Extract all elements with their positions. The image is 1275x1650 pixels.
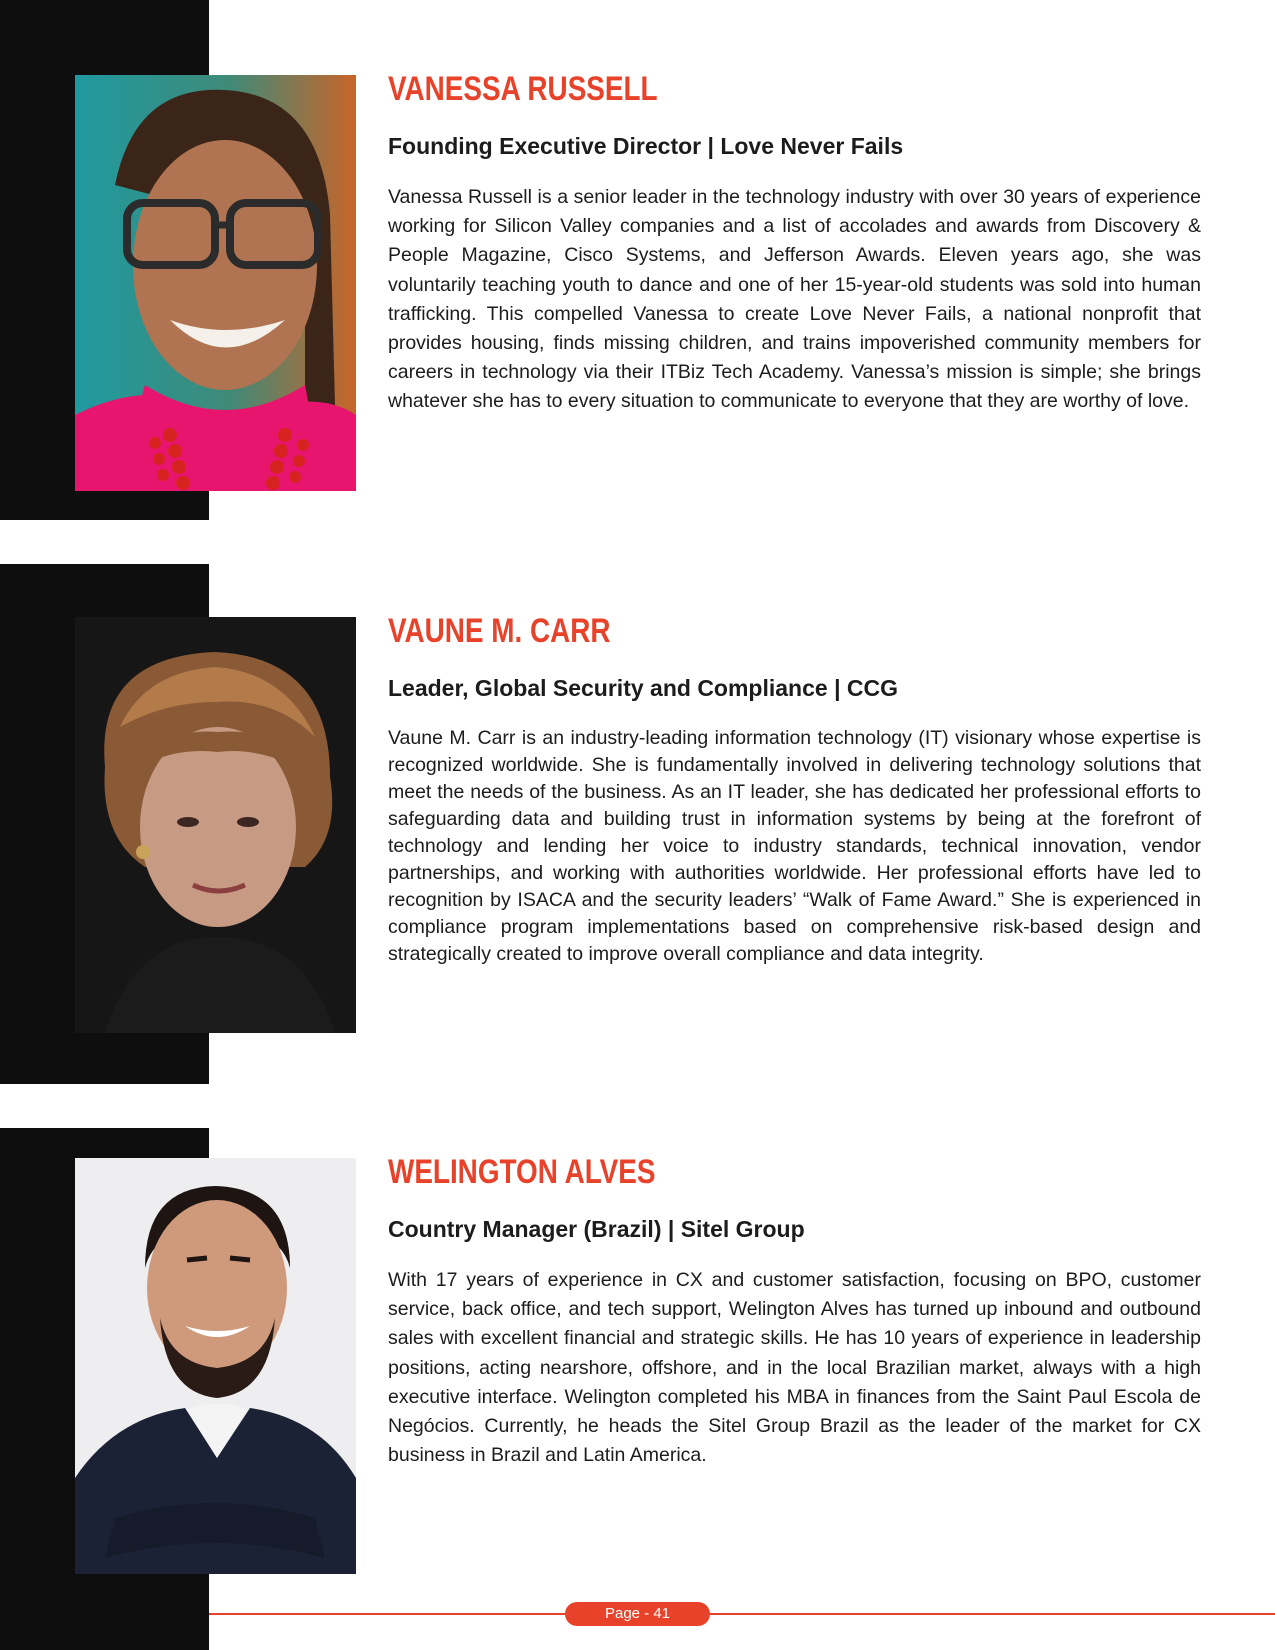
profile-role: Founding Executive Director | Love Never Fails [388,133,904,159]
profile-bio: Vanessa Russell is a senior leader in the technology industry with over 30 years of experience working for Silicon Valley companies and a list of accolades and awards from Discovery & People Magazine, Cisco Systems, and Jefferson Awards. Eleven years ago, she was voluntarily teaching youth to dance and one of her 15-year-old students was sold into human trafficking. This compelled Vanessa to create Love Never Fails, a national nonprofit that provides housing, finds missing children, and trains impoverished community members for careers in technology via their ITBiz Tech Academy. Vanessa’s mission is simple; she brings whatever she has to every situation to communicate to everyone that they are worthy of love. [388,186,1201,413]
profile-name: VANESSA RUSSELL [388,70,658,108]
profile-role: Leader, Global Security and Compliance | CCG [388,675,899,701]
profile-bio: Vaune M. Carr is an industry-leading information technology (IT) visionary whose expertise is recognized worldwide. She is fundamentally involved in delivering technology solutions that meet the needs of the business. As an IT leader, she has dedicated her professional efforts to safeguarding data and building trust in information systems by being at the forefront of technology and lending her voice to industry standards, technical innovation, vendor partnerships, and working with authorities worldwide. Her professional efforts have led to recognition by ISACA and the security leaders’ “Walk of Fame Award.” She is experienced in compliance program implementations based on comprehensive risk-based design and strategically created to improve overall compliance and data integrity. [388,727,1201,965]
profile-name: VAUNE M. CARR [388,612,611,650]
welington-alves-photo [75,1158,356,1574]
vaune-m-carr-photo [75,617,356,1033]
profile-name: WELINGTON ALVES [388,1153,656,1191]
footer-line [209,1613,1275,1615]
profile-role: Country Manager (Brazil) | Sitel Group [388,1216,805,1242]
profile-bio: With 17 years of experience in CX and customer satisfaction, focusing on BPO, customer service, back office, and tech support, Welington Alves has turned up inbound and outbound sales with excellent financial and strategic skills. He has 10 years of experience in leadership positions, acting nearshore, offshore, and in the local Brazilian market, always with a high executive interface. Welington completed his MBA in finances from the Saint Paul Escola de Negócios. Currently, he heads the Sitel Group Brazil as the leader of the market for CX business in Brazil and Latin America. [388,1269,1201,1467]
page-number: Page - 41 [565,1602,710,1626]
vanessa-russell-photo [75,75,356,491]
